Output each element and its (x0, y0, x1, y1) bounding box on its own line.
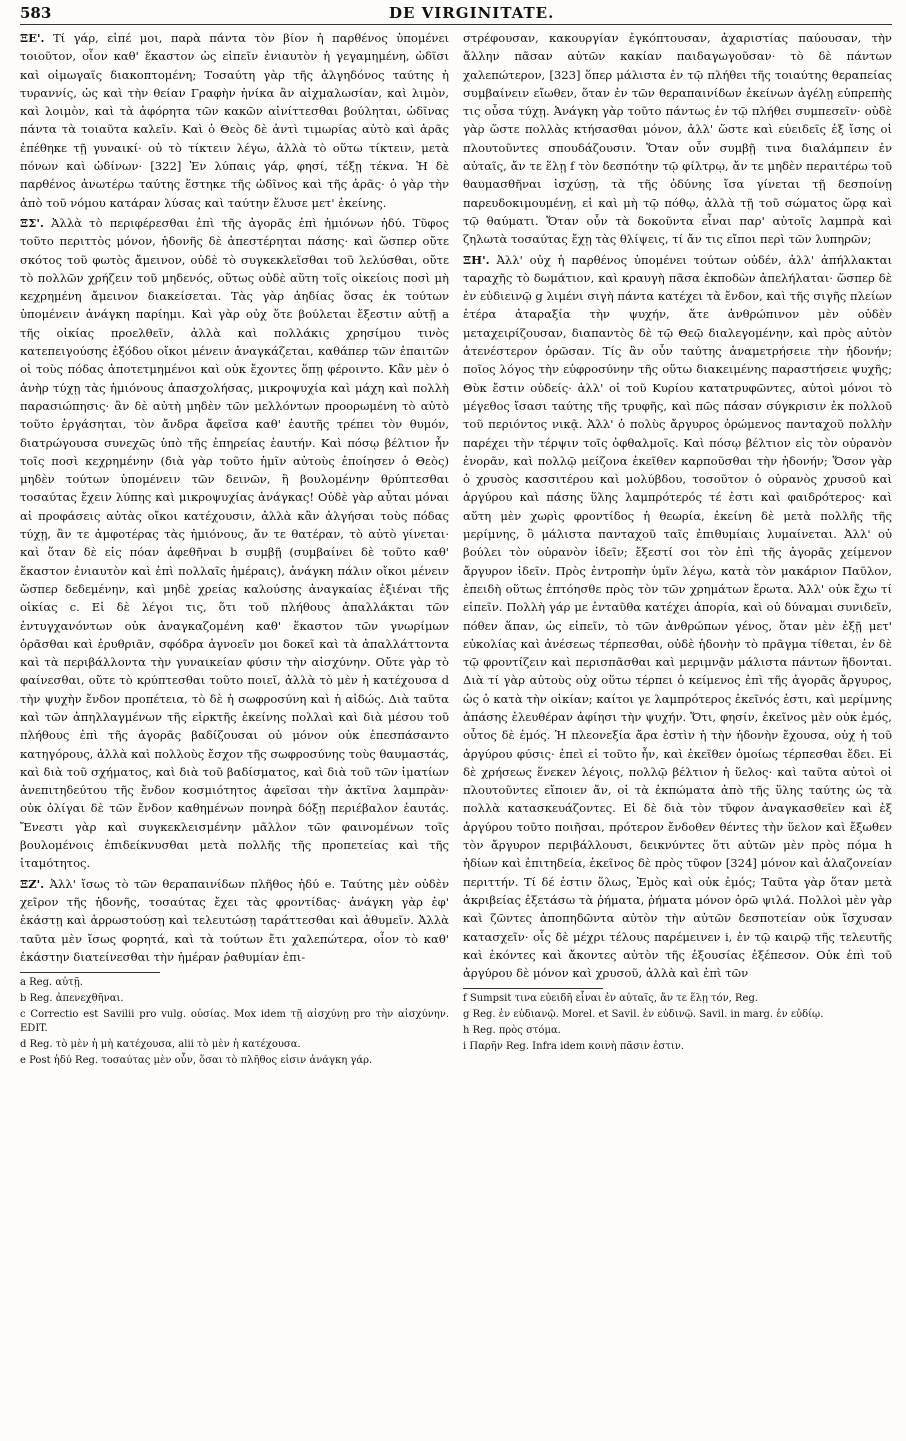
paragraph-text: στρέφουσαν, κακουργίαν ἐγκόπτουσαν, ἀχαριστίας παύουσαν, τὴν ἄλλην πᾶσαν αὐτῶν κακίαν παιδαγωγοῦσαν· τὸ δὲ πάντων χαλεπώτερον, [323] ὅπερ μάλιστα ἐν τῷ πλήθει τῆς τοιαύτης θεραπείας συμβαίνειν εἴωθεν, ὅταν ἐν τῶν θεραπαινίδων ἐκείνων ἀγέλῃ εὐπρεπὴς τις οὖσα τύχῃ. Ἀνάγκη γὰρ τοῦτο πάντως ἐν τῷ πλήθει συμπεσεῖν· οὐδὲ γὰρ ὥστε πολλὰς κτήσασθαι μόνον, ἀλλ' ὥστε καὶ εὐειδεῖς ἐξ ἴσης οἱ πλουτοῦντες σπουδάζουσιν. Ὅταν οὖν συμβῇ τινα διαλάμπειν ἐν αὐταῖς, ἄν τε ἕλῃ f τὸν δεσπότην τῷ φίλτρῳ, ἄν τε μηδὲν περαιτέρω τοῦ θαυμασθῆναι ἰσχύσῃ, τὰ τῆς ὀδύνης ἴσα γίνεται τῇ δεσποίνῃ παρευδοκιμουμένῃ, εἰ καὶ μὴ τῷ πόθῳ, ἀλλὰ τῇ τοῦ σώματος ὥρᾳ καὶ τῷ θαύματι. Ὅταν οὖν τὰ δοκοῦντα εἶναι παρ' αὐτοῖς λαμπρὰ καὶ ζηλωτὰ τοσαύτας ἔχῃ τὰς θλίψεις, τί ἄν τις εἴποι περὶ τῶν λυπηρῶν; (463, 31, 892, 247)
footnote-divider (463, 988, 603, 989)
running-title: DE VIRGINITATE. (388, 4, 555, 22)
right-column (463, 29, 892, 1070)
footnote: h Reg. πρὸς στόμα. (463, 1025, 561, 1037)
footnote: c Correctio est Savilii pro vulg. οὐσίας. Mox idem τῇ αἰσχύνῃ pro τὴν αἰσχύνην. EDIT. (20, 1009, 449, 1035)
page-number: 583 (20, 4, 52, 22)
paragraph-text: Τί γάρ, εἰπέ μοι, παρὰ πάντα τὸν βίον ἡ παρθένος ὑπομένει τοιοῦτον, οἷον καθ' ἕκαστον ὡς εἰπεῖν ἐνιαυτὸν ἡ γεγαμημένη, ὠδῖσι καὶ οἰμωγαῖς διακοπτομένη; Τοσαύτη γὰρ τῆς ἀλγηδόνος ταύτης ἡ τυραννίς, ὡς καὶ τὴν θείαν Γραφὴν ἡνίκα ἂν αἰχμαλωσίαν, καὶ λιμὸν, καὶ λοιμὸν, καὶ τὰ ἀφόρητα τῶν κακῶν αἰνίττεσθαι βούληται, ὠδῖνας πάντα τὰ τοιαῦτα καλεῖν. Καὶ ὁ Θεὸς δὲ ἀντὶ τιμωρίας αὐτὸ καὶ ἀρᾶς ἐπέθηκε τῇ γυναικί· οὐ τὸ τίκτειν λέγω, ἀλλὰ τὸ οὕτω τίκτειν, μετὰ πόνων καὶ ὠδίνων· [322] Ἐν λύπαις γάρ, φησί, τέξῃ τέκνα. Ἡ δὲ παρθένος ἀνωτέρω ταύτης ἕστηκε τῆς ὠδῖνος καὶ τῆς ἀρᾶς· ὁ γὰρ τὴν ἀπὸ τοῦ νόμου κατάραν λύσας καὶ ταύτην ἔλυσε μετ' ἐκείνης. (20, 31, 450, 210)
paragraph-66 (20, 214, 449, 873)
footnote: d Reg. τὸ μὲν ἡ μὴ κατέχουσα, alii τὸ μὲν ἡ κατέχουσα. (20, 1039, 301, 1051)
paragraph-65 (20, 29, 449, 212)
paragraph-text: Ἀλλὰ τὸ περιφέρεσθαι ἐπὶ τῆς ἀγορᾶς ἐπὶ ἡμιόνων ἡδύ. Τῦφος τοῦτο περιττὸς μόνον, ἡδονῆς δὲ ἀπεστέρηται πάσης· καὶ ὥσπερ οὔτε σκότος τοῦ φωτὸς ἄμεινον, οὐδὲ τὸ συγκεκλεῖσθαι τοῦ λελύσθαι, οὔτε τὸ πολλῶν χρήζειν τοῦ μηδενός, οὕτως οὐδὲ αὕτη τοῖς οἰκείοις ποσὶ μὴ κεχρημένη ἄμεινον διακείσεται. Τὰς γὰρ ἀηδίας ὅσας ἐκ τούτων ὑπομένειν ἀνάγκη παρίημι. Καὶ γὰρ οὐχ ὅτε βούλεται ἔξεστιν αὐτῇ a τῆς οἰκίας προελθεῖν, ἀλλὰ καὶ πολλάκις χρησίμου τινὸς κατεπειγούσης ἐξόδου οἴκοι μένειν ἀναγκάζεται, καθάπερ τῶν ἐπαιτῶν οἱ τοὺς πόδας ἀποτετμημένοι καὶ οὐκ ἔχοντες ὅπῃ φέροιντο. Κἂν μὲν ὁ ἀνὴρ τύχῃ τὰς ἡμιόνους ἀπασχολήσας, μικροψυχία καὶ μάχη καὶ πολλὴ παρασιώπησις· ἂν δὲ αὐτὴ μηδὲν τῶν μελλόντων προορωμένη τὸ αὐτὸ τοῦτο ἐργάσηται, τὸν ἄνδρα ἄφεῖσα καθ' ἑαυτῆς τρέπει τὸν θυμόν, διατρώγουσα συνεχῶς ὑπὸ τῆς ἐπηρείας ἑαυτήν. Καὶ πόσῳ βέλτιον ἦν τοῖς ποσὶ κεχρημένην (διὰ γὰρ τοῦτο ἡμῖν αὐτοὺς ἐποίησεν ὁ Θεὸς) μηδὲν τούτων ὑπομένειν τῶν δεινῶν, ἢ βουλομένην θρύπτεσθαι τοσαύτας ἔχειν λύπης καὶ μικροψυχίας ἀνάγκας! Οὐδὲ γὰρ αὗται μόναι αἱ προφάσεις αὐτὰς οἴκοι κατέχουσιν, ἀλλὰ κἂν ἀλγήσαι τοὺς πόδας τύχῃ, ἂν τε ἀμφοτέρας τὰς ἡμιόνους, ἄν τε θατέραν, τὸ αὐτὸ γίνεται· καὶ ὅταν δὲ εἰς πόαν ἀφεθῆναι b συμβῇ (συμβαίνει δὲ τοῦτο καθ' ἕκαστον ἐνιαυτὸν καὶ ἐπὶ πολλαῖς ἡμέραις), ἀνάγκη πάλιν οἴκοι μένειν ὥσπερ δεδεμένην, καὶ μηδὲ χρείας καλούσης ἀναγκαίας ἐξιέναι τῆς οἰκίας c. Εἰ δὲ λέγοι τις, ὅτι τοῦ πλήθους ἀπαλλάκται τῶν ἐντυγχανόντων οὐκ ἀναγκαζομένη καθ' ἕκαστον τῶν γνωρίμων ὁρᾶσθαι καὶ ἐρυθριᾶν, σφόδρα ἀγνοεῖν μοι δοκεῖ καὶ τὰ ἀπαλλάττοντα καὶ τὰ περιβάλλοντα τὴν γυναικείαν φύσιν τὴν αἰσχύνην. Οὔτε γὰρ τὸ φαίνεσθαι, οὔτε τὸ κρύπτεσθαι τοῦτο ποιεῖ, ἀλλὰ τὸ μὲν ἡ κατέχουσα d τὴν ψυχὴν ἔνδον προπέτεια, τὸ δὲ ἡ σωφροσύνη καὶ ἡ αἰδώς. Διὰ ταῦτα καὶ τῶν ἀπηλλαγμένων τῆς εἱρκτῆς ἐκείνης πολλαὶ καὶ διὰ μέσου τοῦ πλήθους ἐπὶ τῆς ἀγορᾶς βαδίζουσαι οὐ μόνον οὐκ ἐπεσπάσαντο κατηγόρους, ἀλλὰ καὶ πολλοὺς ἔσχον τῆς σωφροσύνης τοὺς θαυμαστάς, καὶ διὰ τοῦ σχήματος, καὶ διὰ τοῦ βαδίσματος, καὶ διὰ τοῦ τῶν ἱματίων ἀνεπιτηδεύτου τῆς ἔνδον κοσμιότητος ἀφεῖσαι τὴν ἀκτῖνα λαμπρὰν· οὐκ ὀλίγαι δὲ τῶν ἔνδον καθημένων πονηρὰ δόξῃ περιέβαλον ἑαυτάς. Ἔνεστι γὰρ καὶ συγκεκλεισμένην μᾶλλον τῶν φαινομένων τοῖς βουλομένοις ἐπιδείκνυσθαι μετὰ πολλῆς τῆς προπετείας καὶ τῆς ἰταμότητος. (20, 215, 449, 871)
paragraph-68 (463, 251, 892, 983)
paragraph-text: Ἀλλ' ἴσως τὸ τῶν θεραπαινίδων πλῆθος ἡδύ e. Ταύτης μὲν οὐδὲν χεῖρον τῆς ἡδονῆς, τοσαύτας ἔχει τὰς φροντίδας· ἀνάγκη γὰρ ἐφ' ἑκάστῃ καὶ ἀρρωστούσῃ καὶ τελευτώσῃ ταράττεσθαι καὶ ἀθυμεῖν. Ἀλλὰ ταῦτα μὲν ἴσως φορητά, καὶ τὰ τούτων ἔτι χαλεπώτερα, οἷον τὸ καθ' ἑκάστην διατείνεσθαι τὴν ἡμέραν ῥαθυμίαν ἐπι- (20, 876, 450, 964)
paragraph-text: Ἀλλ' οὐχ ἡ παρθένος ὑπομένει τούτων οὐδέν, ἀλλ' ἀπήλλακται ταραχῆς τὸ δωμάτιον, καὶ κραυγὴ πᾶσα ἐκποδὼν ἀπελήλαται· ὥσπερ δὲ ἐν εὐδιεινῷ g λιμένι σιγὴ πάντα κατέχει τὰ ἔνδον, καὶ τῆς σιγῆς πλείων ἑτέρα ἀταραξία τὴν ψυχήν, ἅτε ἀνθρώπινον μὲν οὐδὲν μεταχειρίζουσαν, διαπαντὸς δὲ τῷ Θεῷ διαλεγομένην, καὶ πρὸς αὐτὸν ἀτενέστερον ὁρῶσαν. Τίς ἂν οὖν ταύτης ἀναμετρήσειε τὴν ἡδονήν; ποῖος λόγος τὴν εὐφροσύνην τῆς οὕτω διακειμένης παραστήσειε ψυχῆς; Θὺκ ἔστιν οὐδείς· ἀλλ' οἱ τοῦ Κυρίου κατατρυφῶντες, αὐτοὶ μόνοι τὸ μέγεθος ἴσασι ταύτης τῆς τρυφῆς, καὶ πῶς πάσαν σύγκρισιν ἐκ πολλοῦ τοῦ περιόντος νικᾷ. Ἀλλ' ὁ πολὺς ἄργυρος ὁρώμενος πανταχοῦ πολλὴν παρέχει τὴν τέρψιν τοῖς ὀφθαλμοῖς. Καὶ πόσῳ βέλτιον εἰς τὸν οὐρανὸν ἐνορᾶν, καὶ πολλῷ μείζονα ἐκεῖθεν καρποῦσθαι τὴν ἡδονήν; Ὅσον γὰρ ὁ χρυσὸς κασσιτέρου καὶ μολύβδου, τοσοῦτον ὁ οὐρανὸς χρυσοῦ καὶ ἀργύρου καὶ πάσης ὕλης λαμπρότερός τέ ἐστι καὶ φαιδρότερος· καὶ αὕτη μὲν χωρὶς φροντίδος ἡ θεωρία, ἐκείνη δὲ μετὰ πολλῆς τῆς μερίμνης, ὃ μάλιστα πανταχοῦ ταῖς ἐπιθυμίαις λυμαίνεται. Ἀλλ' οὐ βούλει τὸν οὐρανὸν ἰδεῖν; ἔξεστί σοι τὸν ἐπὶ τῆς ἀγορᾶς χείμενον ἄργυρον ἰδεῖν. Πρὸς ἐντροπὴν ὑμῖν λέγω, κατὰ τὸν μακάριον Παῦλον, ἐπειδὴ οὕτως ἐπτόησθε πρὸς τὸν τῶν χρημάτων ἔρωτα. Ἀλλ' οὐκ ἔχω τί εἰπεῖν. Πολλὴ γάρ με ἐνταῦθα κατέχει ἀπορία, καὶ οὐ δύναμαι συνιδεῖν, πόθεν ἅπαν, ὡς εἰπεῖν, τὸ τῶν ἀνθρώπων γένος, ὅταν μὲν ἐξῇ μετ' εὐκολίας καὶ ἀνέσεως τέρπεσθαι, οὐδὲ ἡδονὴν τὸ πρᾶγμα τίθεται, ἐν δὲ τῷ φροντίζειν καὶ περισπᾶσθαι καὶ μεριμνᾷν μάλιστα πάντων ἥδονται. Διὰ τί γὰρ αὐτοὺς οὐχ οὕτω τέρπει ὁ κείμενος ἐπὶ τῆς ἀγορᾶς ἄργυρος, ὡς ὁ κατὰ τὴν οἰκίαν; καίτοι γε λαμπρότερος ἐκεῖνός ἐστι, καὶ μερίμνης ἁπάσης ἐλευθέραν ἀφίησι τὴν ψυχήν. Ὅτι, φησίν, ἐκεῖνος μὲν οὐκ ἐμός, οὗτος δὲ ἐμός. Ἡ πλεονεξία ἄρα ἐστὶν ἡ τὴν ἡδονὴν ἔχουσα, οὐχ ἡ τοῦ ἀργύρου φύσις· ἐπεὶ εἰ τοῦτο ἦν, καὶ ἐκεῖθεν ὁμοίως τέρπεσθαι ἔδει. Εἰ δὲ χρήσεως ἕνεκεν λέγοις, πολλῷ βέλτιον ἡ ὕελος· καὶ ταῦτα αὐτοὶ οἱ πλουτοῦντες εἴποιεν ἄν, οἱ τὰ ἐκπώματα ἀπὸ τῆς ὕλης ταύτης ὡς τὰ πολλὰ κατασκευάζοντες. Εἰ δὲ διὰ τὸν τῦφον ἀναγκασθεῖεν καὶ ἐξ ἀργύρου τοῦτο ποιῆσαι, πρότερον ἔνδοθεν θέντες τὴν ὕελον καὶ ἔξωθεν τὸν ἄργυρον περιβάλλουσι, δεικνύντες ὅτι αὐτῶν μὲν πρὸς πόμα h ἡδίων καὶ ἐπιτηδεία, ἐκεῖνος δὲ πρὸς τῦφον [324] μόνον καὶ ἀλαζονείαν περιττήν. Τί δέ ἐστιν ὅλως, Ἐμὸς καὶ οὐκ ἐμός; Ταῦτα γὰρ ὅταν μετὰ ἀκριβείας ἐξετάσω τὰ ῥήματα, ῥήματα μόνον ὁρῶ ψιλά. Πολλοὶ μὲν γὰρ καὶ ζῶντες ἀποπηδῶντα αὐτὸν τὴν αὐτῶν δεσποτείαν οὐκ ἴσχυσαν κατασχεῖν· οἷς δὲ μέχρι τέλους παρέμεινεν i, ἐν τῷ καιρῷ τῆς τελευτῆς καὶ ἑκόντες καὶ ἄκοντες αὐτὸν τῆς ἐξουσίας ἐξέπεσον. Οὐκ ἐπὶ τοῦ ἀργύρου δὲ μόνον καὶ χρυσοῦ, ἀλλὰ καὶ ἐπὶ τῶν (463, 252, 892, 981)
footnote-divider (20, 972, 160, 973)
footnote: e Post ἡδύ Reg. τοσαύτας μὲν οὖν, ὅσαι τὸ πλῆθος εἰσιν ἀνάγκη γάρ. (20, 1055, 373, 1067)
section-number: ΞΕ'. (20, 31, 45, 45)
footnote: f Sumpsit τινα εὐειδῆ εἶναι ἐν αὐταῖς, ἄν τε ἕλῃ τόν, Reg. (463, 993, 759, 1005)
page-header (20, 4, 892, 25)
section-number: ΞΖ'. (20, 876, 45, 891)
footnote: g Reg. ἐν εὐδιανῷ. Morel. et Savil. ἐν εὐδινῷ. Savil. in marg. ἐν εὐδίῳ. (463, 1009, 824, 1021)
footnote: a Reg. αὐτῇ. (20, 977, 83, 989)
paragraph-67-cont (463, 29, 892, 249)
paragraph-67 (20, 875, 449, 966)
footnote: b Reg. ἀπενεχθῆναι. (20, 993, 124, 1005)
text-columns (20, 29, 892, 1070)
footnote: i Παρῆν Reg. Infra idem κοινὴ πᾶσιν ἐστιν. (463, 1041, 685, 1053)
section-number: ΞΗ'. (463, 252, 490, 267)
left-column (20, 29, 449, 1070)
section-number: ΞΣ'. (20, 215, 44, 230)
